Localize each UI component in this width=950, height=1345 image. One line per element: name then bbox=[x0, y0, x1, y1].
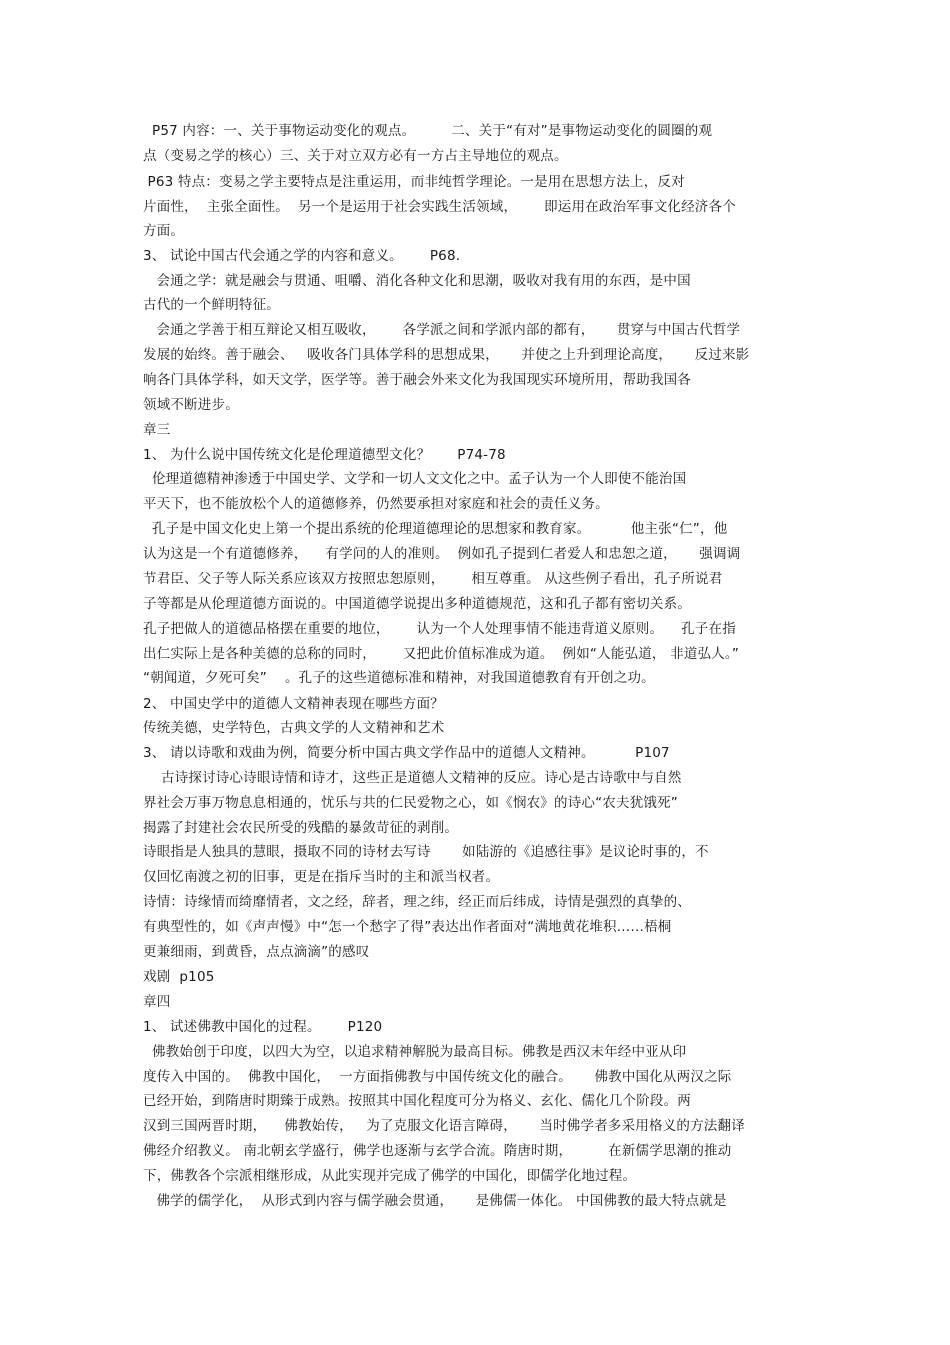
text-line: 会通之学善于相互辩论又相互吸收， 各学派之间和学派内部的都有， 贯穿与中国古代哲学 bbox=[143, 322, 741, 338]
text-line: 古代的一个鲜明特征。 bbox=[143, 297, 280, 313]
section-question: 3、 请以诗歌和戏曲为例，简要分析中国古典文学作品中的道德人文精神。 P107 bbox=[143, 745, 670, 761]
text-line: 揭露了封建社会农民所受的残酷的暴敛苛征的剥削。 bbox=[143, 820, 459, 836]
text-line: 子等都是从伦理道德方面说的。中国道德学说提出多种道德规范，这和孔子都有密切关系。 bbox=[143, 596, 691, 612]
text-line: 领域不断进步。 bbox=[143, 397, 239, 413]
text-line: 诗眼指是人独具的慧眼，摄取不同的诗材去写诗 如陆游的《追感往事》是议论时事的，不 bbox=[143, 844, 709, 860]
text-line: 孔子是中国文化史上第一个提出系统的伦理道德理论的思想家和教育家。 他主张“仁”，他 bbox=[143, 521, 728, 537]
text-line: 佛学的儒学化， 从形式到内容与儒学融会贯通， 是佛儒一体化。 中国佛教的最大特点就是 bbox=[143, 1193, 727, 1209]
section-question: 3、 试论中国古代会通之学的内容和意义。 P68. bbox=[143, 248, 461, 264]
text-line: 古诗探讨诗心诗眼诗情和诗才，这些正是道德人文精神的反应。诗心是古诗歌中与自然 bbox=[143, 770, 682, 786]
text-line: 节君臣、父子等人际关系应该双方按照忠恕原则， 相互尊重。 从这些例子看出，孔子所说君 bbox=[143, 571, 723, 587]
text-line: 认为这是一个有道德修养， 有学问的人的准则。 例如孔子提到仁者爱人和忠恕之道， 强调调 bbox=[143, 546, 741, 562]
text-line: 方面。 bbox=[143, 223, 185, 239]
text-line: 平天下，也不能放松个人的道德修养，仍然要承担对家庭和社会的责任义务。 bbox=[143, 496, 609, 512]
text-line: 诗情：诗缘情而绮靡情者，文之经，辞者，理之纬，经正而后纬成，诗情是强烈的真挚的、 bbox=[143, 894, 691, 910]
text-line: 汉到三国两晋时期， 佛教始传， 为了克服文化语言障碍， 当时佛学者多采用格义的方法翻译 bbox=[143, 1118, 745, 1134]
section-question: 1、 试述佛教中国化的过程。 P120 bbox=[143, 1019, 383, 1035]
text-line: 发展的始终。善于融会、 吸收各门具体学科的思想成果， 并使之上升到理论高度， 反过来影 bbox=[143, 347, 750, 363]
text-line: 佛教始创于印度，以四大为空，以追求精神解脱为最高目标。佛教是西汉末年经中亚从印 bbox=[143, 1044, 687, 1060]
text-line: 更兼细雨，到黄昏，点点滴滴”的感叹 bbox=[143, 944, 370, 960]
text-line: 下，佛教各个宗派相继形成，从此实现并完成了佛学的中国化，即儒学化地过程。 bbox=[143, 1168, 637, 1184]
text-line: 会通之学：就是融会与贯通、咀嚼、消化各种文化和思潮，吸收对我有用的东西，是中国 bbox=[143, 273, 691, 289]
text-line: 佛经介绍教义。 南北朝玄学盛行，佛学也逐渐与玄学合流。隋唐时期， 在新儒学思潮的推动 bbox=[143, 1143, 732, 1159]
text-line: 出仁实际上是各种美德的总称的同时， 又把此价值标准成为道。 例如“人能弘道， 非道弘人。” bbox=[143, 646, 740, 662]
text-line: 仅回忆南渡之初的旧事，更是在指斥当时的主和派当权者。 bbox=[143, 869, 500, 885]
text-line: 传统美德，史学特色，古典文学的人文精神和艺术 bbox=[143, 720, 445, 736]
text-line: P63 特点：变易之学主要特点是注重运用，而非纯哲学理论。一是用在思想方法上，反对 bbox=[143, 174, 685, 190]
text-line: 响各门具体学科，如天文学，医学等。善于融会外来文化为我国现实环境所用，帮助我国各 bbox=[143, 372, 691, 388]
text-line: 片面性， 主张全面性。 另一个是运用于社会实践生活领域， 即运用在政治军事文化经济各个 bbox=[143, 199, 736, 215]
text-line: 度传入中国的。 佛教中国化， 一方面指佛教与中国传统文化的融合。 佛教中国化从两汉之际 bbox=[143, 1069, 732, 1085]
text-line: 孔子把做人的道德品格摆在重要的地位， 认为一个人处理事情不能违背道义原则。 孔子在指 bbox=[143, 621, 736, 637]
text-line: 界社会万事万物息息相通的，忧乐与共的仁民爱物之心，如《悯农》的诗心“农夫犹饿死” bbox=[143, 795, 678, 811]
section-question: 1、 为什么说中国传统文化是伦理道德型文化？ P74-78 bbox=[143, 447, 506, 463]
text-line: P57 内容：一、关于事物运动变化的观点。 二、关于“有对”是事物运动变化的圆圈的观 bbox=[143, 123, 713, 139]
text-line: “朝闻道，夕死可矣” 。孔子的这些道德标准和精神，对我国道德教育有开创之功。 bbox=[143, 670, 655, 686]
text-line: 点（变易之学的核心）三、关于对立双方必有一方占主导地位的观点。 bbox=[143, 148, 568, 164]
chapter-heading: 章三 bbox=[143, 422, 171, 438]
text-line: 已经开始，到隋唐时期臻于成熟。按照其中国化程度可分为格义、玄化、儒化几个阶段。两 bbox=[143, 1093, 691, 1109]
text-line: 戏剧 p105 bbox=[143, 969, 215, 985]
section-question: 2、 中国史学中的道德人文精神表现在哪些方面？ bbox=[143, 696, 444, 712]
text-line: 有典型性的，如《声声慢》中“怎一个愁字了得”表达出作者面对“满地黄花堆积……梧桐 bbox=[143, 919, 672, 935]
chapter-heading: 章四 bbox=[143, 994, 171, 1010]
text-line: 伦理道德精神渗透于中国史学、文学和一切人文文化之中。孟子认为一个人即使不能治国 bbox=[143, 471, 687, 487]
